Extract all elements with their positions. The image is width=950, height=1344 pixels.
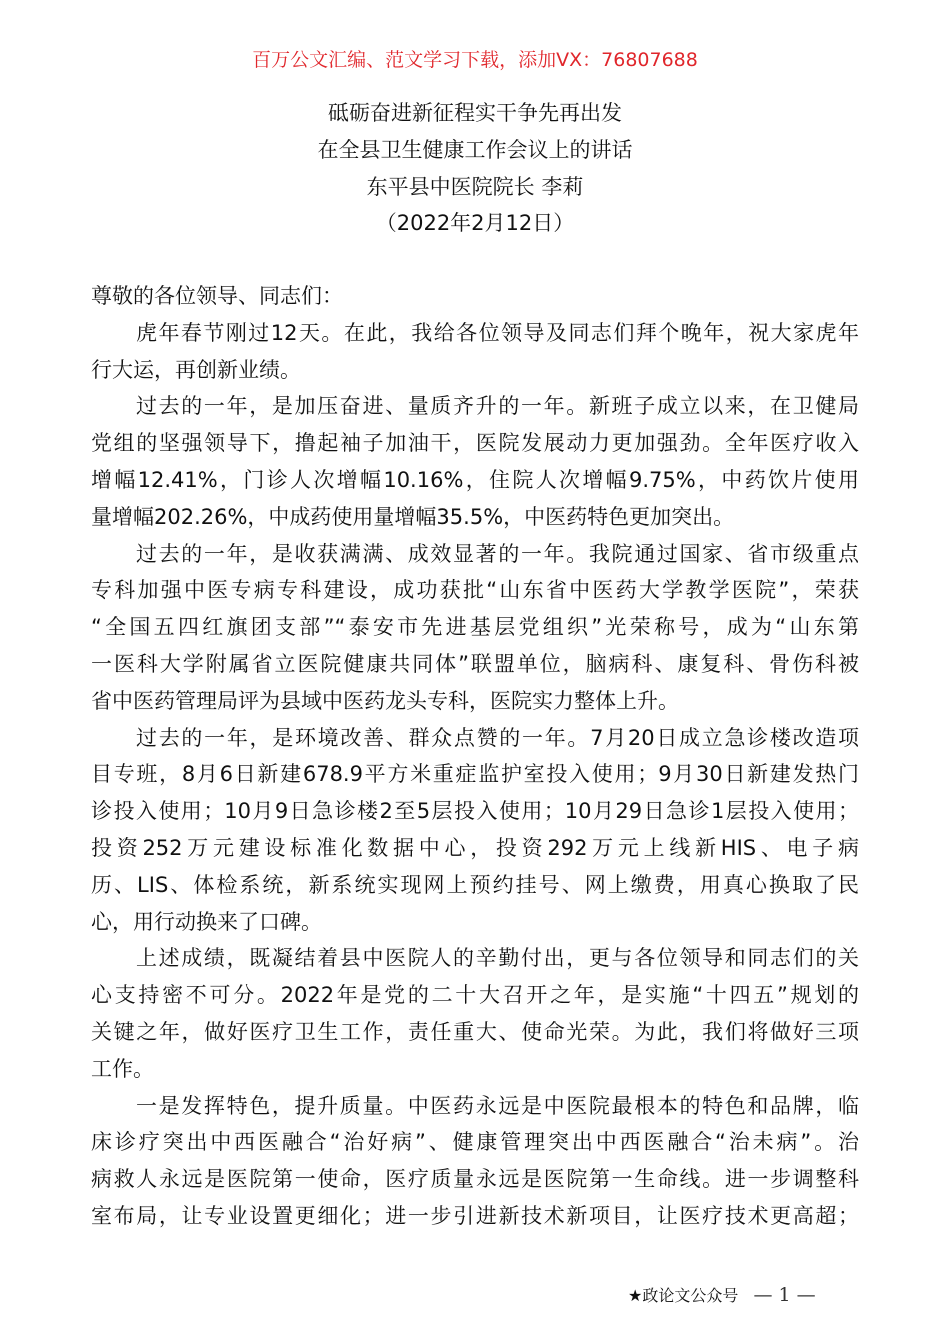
paragraph-line: 增幅12.41%，门诊人次增幅10.16%，住院人次增幅9.75%，中药饮片使用 — [91, 467, 859, 492]
paragraph-line: 工作。 — [91, 1056, 154, 1081]
paragraph-line: 党组的坚强领导下，撸起袖子加油干，医院发展动力更加强劲。全年医疗收入 — [91, 431, 859, 456]
paragraph-line: 历、LIS、体检系统，新系统实现网上预约挂号、网上缴费，用真心换取了民 — [91, 872, 859, 897]
paragraph-line: 行大运，再创新业绩。 — [91, 357, 301, 382]
paragraph — [91, 1088, 859, 1235]
paragraph-line: 一是发挥特色，提升质量。中医药永远是中医院最根本的特色和品牌，临 — [136, 1093, 859, 1118]
speech-date: （2022年2月12日） — [375, 211, 575, 236]
document-body — [91, 278, 859, 1235]
paragraph-line: “全国五四红旗团支部”“泰安市先进基层党组织”光荣称号，成为“山东第 — [91, 615, 859, 640]
paragraph-line: 尊敬的各位领导、同志们： — [91, 284, 343, 308]
speaker: 东平县中医院院长 李莉 — [366, 174, 584, 199]
paragraph-line: 过去的一年，是收获满满、成效显著的一年。我院通过国家、省市级重点 — [136, 541, 859, 566]
paragraph-line: 目专班，8月6日新建678.9平方米重症监护室投入使用；9月30日新建发热门 — [91, 762, 859, 787]
paragraph-line: 省中医药管理局评为县域中医药龙头专科，医院实力整体上升。 — [91, 688, 679, 713]
paragraph — [91, 388, 859, 535]
paragraph-line: 虎年春节刚过12天。在此，我给各位领导及同志们拜个晚年，祝大家虎年 — [136, 320, 859, 345]
speech-subtitle: 在全县卫生健康工作会议上的讲话 — [317, 137, 633, 162]
promo-banner: 百万公文汇编、范文学习下载，添加VX：76807688 — [252, 49, 698, 71]
paragraph-line: 室布局，让专业设置更细化；进一步引进新技术新项目，让医疗技术更高超； — [91, 1203, 859, 1228]
page-footer — [628, 1282, 816, 1309]
paragraph — [91, 940, 859, 1087]
paragraph-line: 投资252万元建设标准化数据中心，投资292万元上线新HIS、电子病 — [91, 835, 859, 860]
paragraph-line: 诊投入使用；10月9日急诊楼2至5层投入使用；10月29日急诊1层投入使用； — [91, 799, 859, 824]
paragraph — [91, 315, 859, 389]
paragraph — [91, 536, 859, 720]
paragraph-line: 专科加强中医专病专科建设，成功获批“山东省中医药大学教学医院”，荣获 — [91, 578, 859, 603]
paragraph — [91, 720, 859, 941]
paragraph-line: 病救人永远是医院第一使命，医疗质量永远是医院第一生命线。进一步调整科 — [91, 1167, 859, 1192]
paragraph-line: 过去的一年，是加压奋进、量质齐升的一年。新班子成立以来，在卫健局 — [136, 394, 859, 419]
paragraph-line: 过去的一年，是环境改善、群众点赞的一年。7月20日成立急诊楼改造项 — [136, 725, 859, 750]
paragraph-line: 量增幅202.26%，中成药使用量增幅35.5%，中医药特色更加突出。 — [91, 504, 735, 529]
paragraph-line: 上述成绩，既凝结着县中医院人的辛勤付出，更与各位领导和同志们的关 — [136, 946, 859, 971]
footer-source: ★政论文公众号 — [628, 1286, 739, 1305]
paragraph — [91, 278, 859, 315]
paragraph-line: 心，用行动换来了口碑。 — [91, 909, 322, 934]
paragraph-line: 床诊疗突出中西医融合“治好病”、健康管理突出中西医融合“治未病”。治 — [91, 1130, 859, 1155]
title-block — [0, 95, 950, 242]
paragraph-line: 心支持密不可分。2022年是党的二十大召开之年，是实施“十四五”规划的 — [91, 983, 859, 1008]
page-number: — 1 — — [753, 1284, 816, 1306]
speech-title: 砥砺奋进新征程实干争先再出发 — [328, 101, 622, 125]
paragraph-line: 一医科大学附属省立医院健康共同体”联盟单位，脑病科、康复科、骨伤科被 — [91, 651, 859, 676]
paragraph-line: 关键之年，做好医疗卫生工作，责任重大、使命光荣。为此，我们将做好三项 — [91, 1019, 859, 1044]
